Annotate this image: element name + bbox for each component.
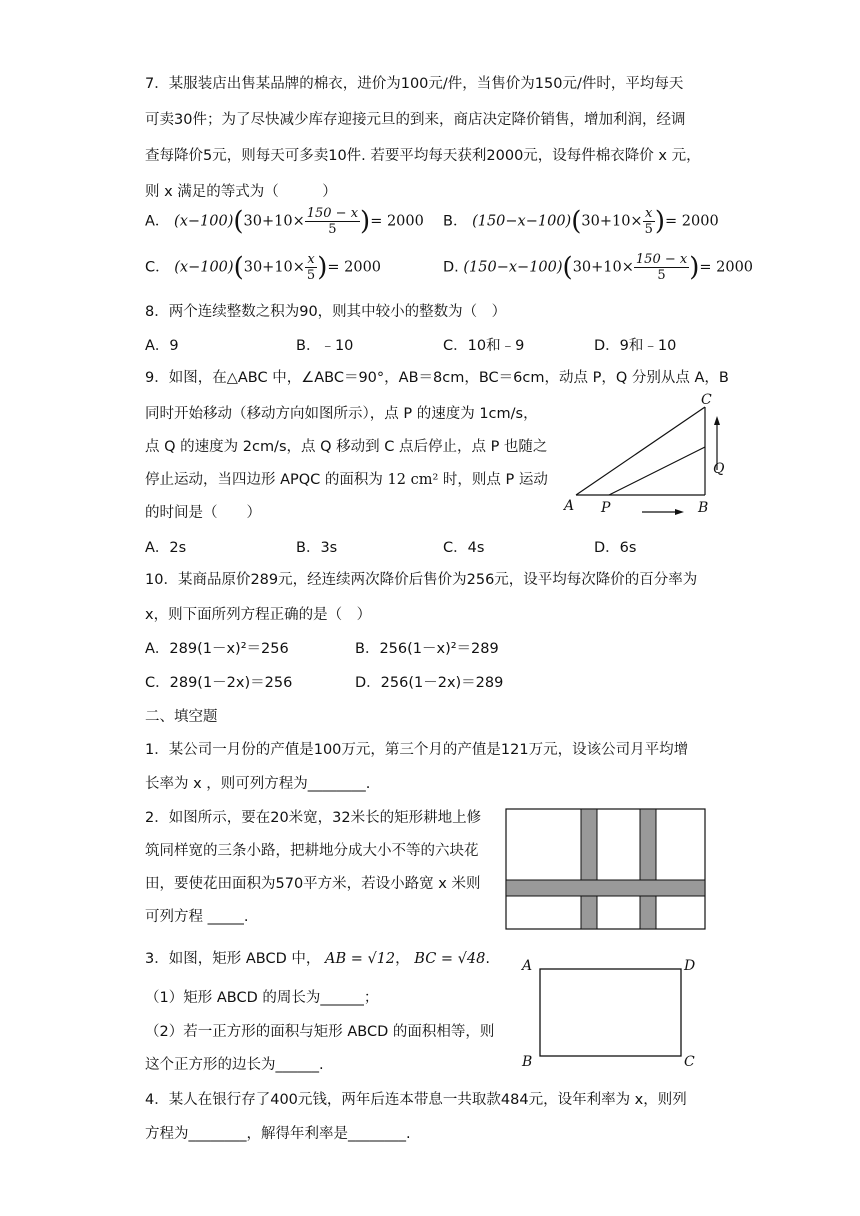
q9-line-4 [145,468,548,489]
f3-line-1: 3．如图，矩形 ABCD 中， AB = √12， BC = √48. [145,951,490,967]
q9-line-3: 点 Q 的速度为 2cm/s，点 Q 移动到 C 点后停止，点 P 也随之 [145,439,548,455]
label-A: A [522,958,533,974]
f4-line-2: 方程为________，解得年利率是________. [145,1126,411,1142]
math-expr: (150−x−100) [463,259,563,276]
section-heading: 二、填空题 [145,709,218,725]
label-C: C [701,392,712,408]
label-B: B [698,500,709,516]
fraction: $\frac{150 - x}{5}$ [635,252,688,283]
f4-line-1: 4．某人在银行存了400元钱，两年后连本带息一共取款484元，设年利率为 x，则列 [145,1092,687,1108]
q8-option-c: C．10和﹣9 [443,338,525,354]
text: 停止运动，当四边形 APQC 的面积为 [145,472,388,488]
q9-line-2: 同时开始移动（移动方向如图所示），点 P 的速度为 1cm/s， [145,406,538,422]
q8-option-b: B．﹣10 [296,338,354,354]
q10-option-d: D．256(1－2x)＝289 [355,675,504,691]
math-expr: 30+10× [243,259,305,276]
q9-option-b: B．3s [296,540,338,556]
q9-option-d: D．6s [594,540,637,556]
q10-option-c: C．289(1－2x)＝256 [145,675,293,691]
f1-line-2: 长率为 x ，则可列方程为________. [145,776,371,792]
q8-stem: 8．两个连续整数之积为90，则其中较小的整数为（ ） [145,304,507,320]
label-B: B [522,1054,533,1070]
math-expr: 30+10× [243,213,305,230]
math-expr: (x−100) [174,259,234,276]
f3-line-3: （2）若一正方形的面积与矩形 ABCD 的面积相等，则 [145,1024,495,1040]
f2-line-1: 2．如图所示，要在20米宽，32米长的矩形耕地上修 [145,810,482,826]
math-expr: 30+10× [581,213,643,230]
option-label: C． [145,259,170,276]
math-expr: = 2000 [327,259,382,276]
q10-line-1: 10．某商品原价289元，经连续两次降价后售价为256元，设平均每次降价的百分率为 [145,572,698,588]
q8-option-a: A．9 [145,338,179,354]
label-P: P [601,500,611,516]
fraction: $\frac{x}{5}$ [644,206,653,237]
q7-line-1: 7．某服装店出售某品牌的棉衣，进价为100元/件，当售价为150元/件时，平均每天 [145,76,684,92]
math-expr: = 2000 [370,213,424,230]
math-expr: 30+10× [572,259,634,276]
q10-line-2: x，则下面所列方程正确的是（ ） [145,607,372,623]
q9-line-5: 的时间是（ ） [145,505,261,521]
q9-option-a: A．2s [145,540,187,556]
fraction: $\frac{150 - x}{5}$ [306,206,359,237]
f3-line-2: （1）矩形 ABCD 的周长为______； [145,990,379,1006]
f2-line-4: 可列方程 _____. [145,909,249,925]
q7-line-3: 查每降价5元，则每天可多卖10件. 若要平均每天获利2000元，设每件棉衣降价 x 元， [145,148,701,164]
q7-option-a: A． (x−100)(30+10× $\frac{150 - x}{5}$ )= 2000 [145,206,424,237]
bc-value: BC = √48 [414,951,486,967]
label-A: A [564,498,575,514]
option-label: B． [443,213,468,230]
q7-line-2: 可卖30件；为了尽快减少库存迎接元旦的到来，商店决定降价销售，增加利润，经调 [145,112,686,128]
rectangle-figure [518,954,708,1070]
ab-value: AB = √12 [324,951,396,967]
q7-option-c: C． (x−100)(30+10× $\frac{x}{5}$ )= 2000 [145,252,382,283]
label-Q: Q [713,461,725,477]
math-expr: = 2000 [699,259,754,276]
text: 时，则点 P 运动 [438,472,548,488]
q7-line-4: 则 x 满足的等式为（ ） [145,184,337,200]
f2-line-3: 田，要使花田面积为570平方米，若设小路宽 x 米则 [145,876,481,892]
label-C: C [684,1054,695,1070]
f1-line-1: 1．某公司一月份的产值是100万元，第三个月的产值是121万元，设该公司月平均增 [145,742,689,758]
math-expr: = 2000 [665,213,719,230]
option-label: A． [145,213,170,230]
q9-option-c: C．4s [443,540,485,556]
q10-option-a: A．289(1－x)²＝256 [145,641,289,657]
f3-line-4: 这个正方形的边长为______. [145,1057,324,1073]
q7-option-d: D. (150−x−100)(30+10× $\frac{150 - x}{5}$ )= 2000 [443,252,754,283]
area-value: 12 cm² [387,472,439,488]
q8-option-d: D．9和﹣10 [594,338,677,354]
text: 3．如图，矩形 ABCD 中， [145,951,321,967]
math-expr: (150−x−100) [472,213,572,230]
q7-option-b: B． (150−x−100)(30+10× $\frac{x}{5}$ )= 2000 [443,206,719,237]
field-paths-figure [503,806,709,932]
math-expr: (x−100) [174,213,234,230]
q10-option-b: B．256(1－x)²＝289 [355,641,499,657]
q9-line-1: 9．如图，在△ABC 中，∠ABC＝90°，AB＝8cm，BC＝6cm，动点 P，Q 分别从点 A，B [145,370,729,386]
option-label: D. [443,259,459,276]
label-D: D [684,958,696,974]
triangle-figure [560,392,740,522]
f2-line-2: 筑同样宽的三条小路，把耕地分成大小不等的六块花 [145,843,479,859]
fraction: $\frac{x}{5}$ [306,252,316,283]
